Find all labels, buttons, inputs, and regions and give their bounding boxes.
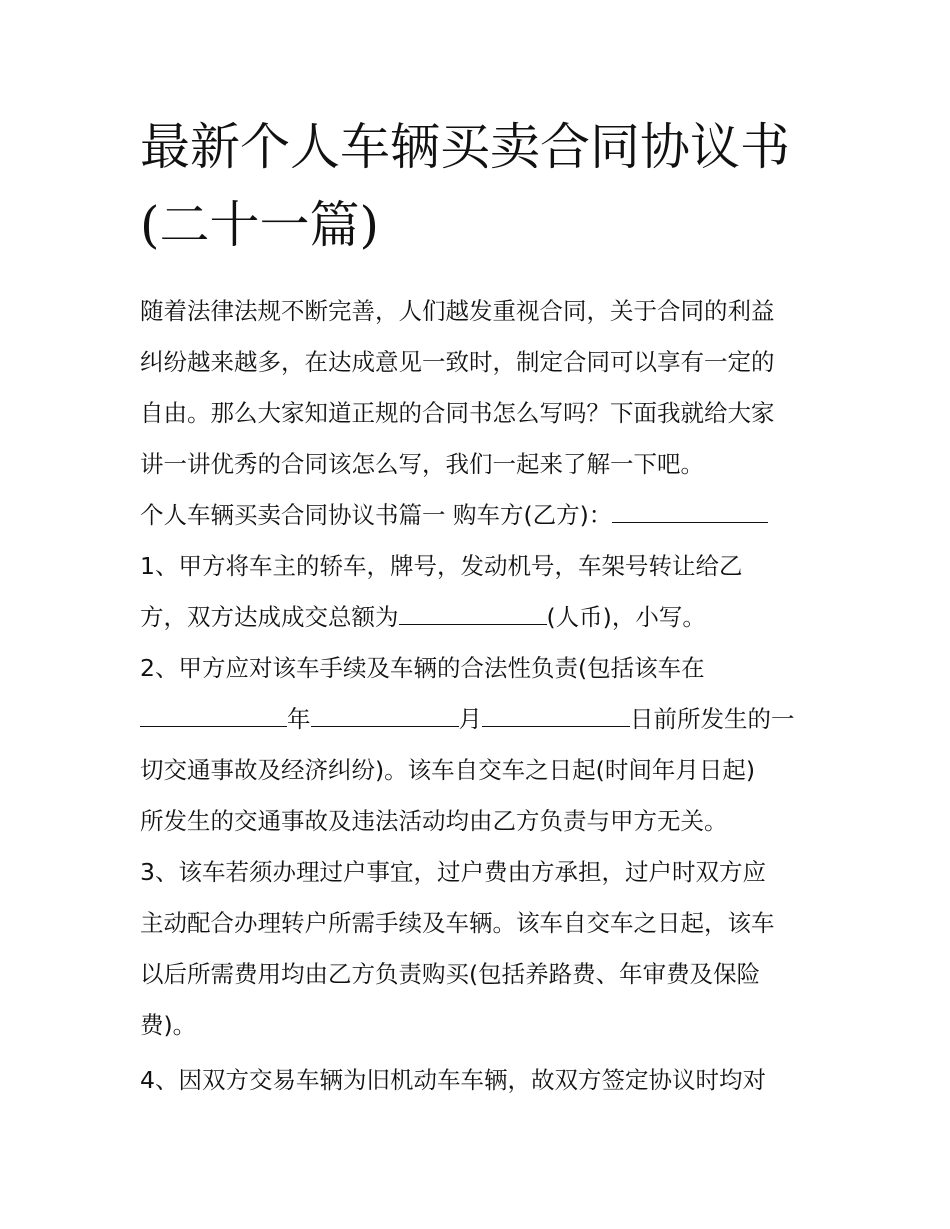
clause-1-line-1: 1、甲方将车主的轿车，牌号，发动机号，车架号转让给乙	[140, 552, 743, 580]
year-blank	[140, 704, 287, 727]
clause-3-line-3: 以后所需费用均由乙方负责购买(包括养路费、年审费及保险	[140, 960, 761, 988]
day-blank	[482, 704, 630, 727]
intro-line: 讲一讲优秀的合同该怎么写，我们一起来了解一下吧。	[140, 450, 704, 478]
buyer-blank	[612, 500, 768, 523]
document-page	[140, 108, 820, 1106]
intro-line: 纠纷越来越多，在达成意见一致时，制定合同可以享有一定的	[140, 348, 775, 376]
document-title	[140, 108, 820, 264]
clause-3-line-2: 主动配合办理转户所需手续及车辆。该车自交车之日起，该车	[140, 909, 775, 937]
clause-1-text-after: (人币)，小写。	[546, 603, 706, 631]
clause-2-line-4: 所发生的交通事故及违法活动均由乙方负责与甲方无关。	[140, 807, 728, 835]
clause-3-line-4: 费)。	[140, 1011, 197, 1039]
clause-1-text: 方，双方达成成交总额为	[140, 603, 399, 631]
year-label: 年	[287, 705, 311, 733]
clause-2-line-1: 2、甲方应对该车手续及车辆的合法性负责(包括该车在	[140, 654, 705, 682]
clause-2-date-line	[140, 694, 820, 745]
clause-4-line-1: 4、因双方交易车辆为旧机动车车辆，故双方签定协议时均对	[140, 1066, 766, 1094]
section-heading-line	[140, 490, 820, 541]
clause-1-line-2	[140, 592, 820, 643]
day-label: 日前所发生的一	[630, 705, 795, 733]
clause-2-line-3: 切交通事故及经济纠纷)。该车自交车之日起(时间年月日起)	[140, 756, 756, 784]
document-body	[140, 286, 820, 1106]
title-line-1: 最新个人车辆买卖合同协议书	[140, 118, 790, 176]
month-label: 月	[458, 705, 482, 733]
title-line-2: (二十一篇)	[140, 196, 380, 254]
intro-line: 随着法律法规不断完善，人们越发重视合同，关于合同的利益	[140, 297, 775, 325]
total-amount-blank	[399, 602, 547, 625]
clause-3-line-1: 3、该车若须办理过户事宜，过户费由方承担，过户时双方应	[140, 858, 766, 886]
month-blank	[311, 704, 459, 727]
intro-line: 自由。那么大家知道正规的合同书怎么写吗？下面我就给大家	[140, 399, 775, 427]
section-heading: 个人车辆买卖合同协议书篇一 购车方(乙方)：	[140, 501, 613, 529]
